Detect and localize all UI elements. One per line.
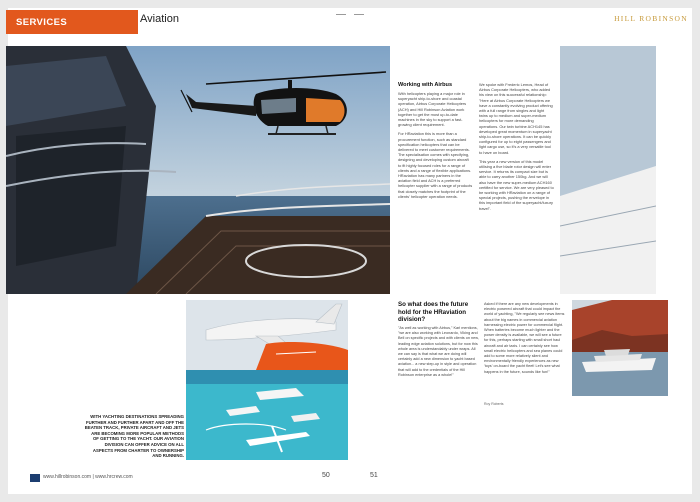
article-paragraph: For HRaviation this is more than a procurement function, such as standard specification helicopters that can be delivered to meet customer requirements. The specialisation comes with specifying, designing and developing custom aircraft to fit highly focused roles for a range of clients and a range of flexible applications. HRaviation has many partners in the aviation field and ACH is a preferred helicopter supplier with a range of products that closely matches the footprint of the clients' helicopter operation needs. [398, 131, 473, 199]
helicopter-yacht-illustration [6, 46, 390, 294]
seaplane-yachts-photo [186, 370, 348, 460]
brand-logo: HILL ROBINSON [614, 14, 688, 23]
private-jet-photo [186, 300, 348, 370]
article-paragraph: With helicopters playing a major role in superyacht ship-to-shore and coastal operation, Airbus Corporate Helicopters (ACH) and Hill Robinson Aviation work together to get the most up-to-date machines in the sky to support a fast-growing client requirement. [398, 91, 467, 128]
seaplane-illustration [186, 370, 348, 460]
crop-mark [336, 14, 346, 15]
pull-quote: WITH YACHTING DESTINATIONS SPREADING FURTHER AND FURTHER APART AND OFF THE BEATEN TRACK, PRIVATE AIRCRAFT AND JETS ARE BECOMING MORE POPULAR METHODS OF GETTING TO THE YACHT. OUR AVIATION DIVISION CAN OFFER ADVICE ON ALL ASPECTS FROM CHARTER TO OWNERSHIP AND RUNNING. [84, 414, 184, 459]
yacht-coast-illustration [572, 300, 668, 396]
crop-mark [354, 14, 364, 15]
main-article-panel [390, 46, 560, 294]
future-column-1: "As well as working with Airbus," Karl mentions, "we are also working with Leonardo, Viking and Bell on specific projects and with clients on new, leading edge aviation solutions, but for now this whole area is understandably under wraps. All we can say is that what we are doing will certainly add a new dimension to yacht based aviation... a new step-up in style and operation that will add to the credentials of the Hill Robinson enterprise as a whole!" [398, 326, 479, 377]
footer-url[interactable]: www.hillrobinson.com | www.hrcrew.com [43, 474, 133, 480]
yacht-hull-photo [560, 46, 656, 294]
byline: Roy Roberts [484, 402, 504, 406]
page-number-right: 51 [370, 472, 378, 479]
yacht-hull-illustration [560, 46, 656, 294]
hero-photo-helicopter-yacht [6, 46, 390, 294]
jet-illustration [186, 300, 348, 370]
superyacht-coast-photo [572, 300, 668, 396]
future-heading: So what does the future hold for the HRaviation division? [398, 301, 469, 324]
article-paragraph: This year a new version of this model utilising a five blade rotor design will enter service. It returns its compact size but is able to carry another 150kg. And we will also have the new super-medium ACH160 certified for service. We are very pleased to be working with HRaviation on a range of special projects, pushing the envelope in this important field of the superyacht/luxury travel". [479, 158, 554, 211]
article-column-2 [479, 82, 554, 294]
article-column-1 [398, 82, 473, 294]
page-number-left: 50 [322, 472, 330, 479]
section-tag: SERVICES [6, 10, 138, 34]
article-heading: Working with Airbus [398, 82, 453, 88]
future-column-2: Asked if there are any new developments in electric powered aircraft that could impact the world of yachting, "We regularly see news items about the big names in commercial aviation harnessing electric power for commercial flight. When batteries become much lighter and the power density is available, we will see a future for this, perhaps starting with small short haul aircraft and air taxis. I can certainly see how small electric helicopters and sea planes could add to some more relatively silent and environmentally friendly experiences as new 'toys' on-board the yacht fleet! Let's see what happens in the future, sounds like fun!" [484, 302, 565, 374]
article-paragraph: We spoke with Frederic Lemos, Head of Airbus Corporate Helicopters, who added his view on this successful relationship: "Here at Airbus Corporate Helicopters we have a constantly evolving product offering with a full range from singles and light twins up to medium and super-medium helicopters for more demanding operations. Our twin turbine ACH145 has developed great momentum in superyacht ship-to-shore operations. It can be quickly configured for up to eight passengers and light cargo use, so it's a very versatile tool to have on board. [479, 82, 553, 155]
globe-icon [30, 474, 40, 482]
section-title: Aviation [140, 13, 179, 25]
